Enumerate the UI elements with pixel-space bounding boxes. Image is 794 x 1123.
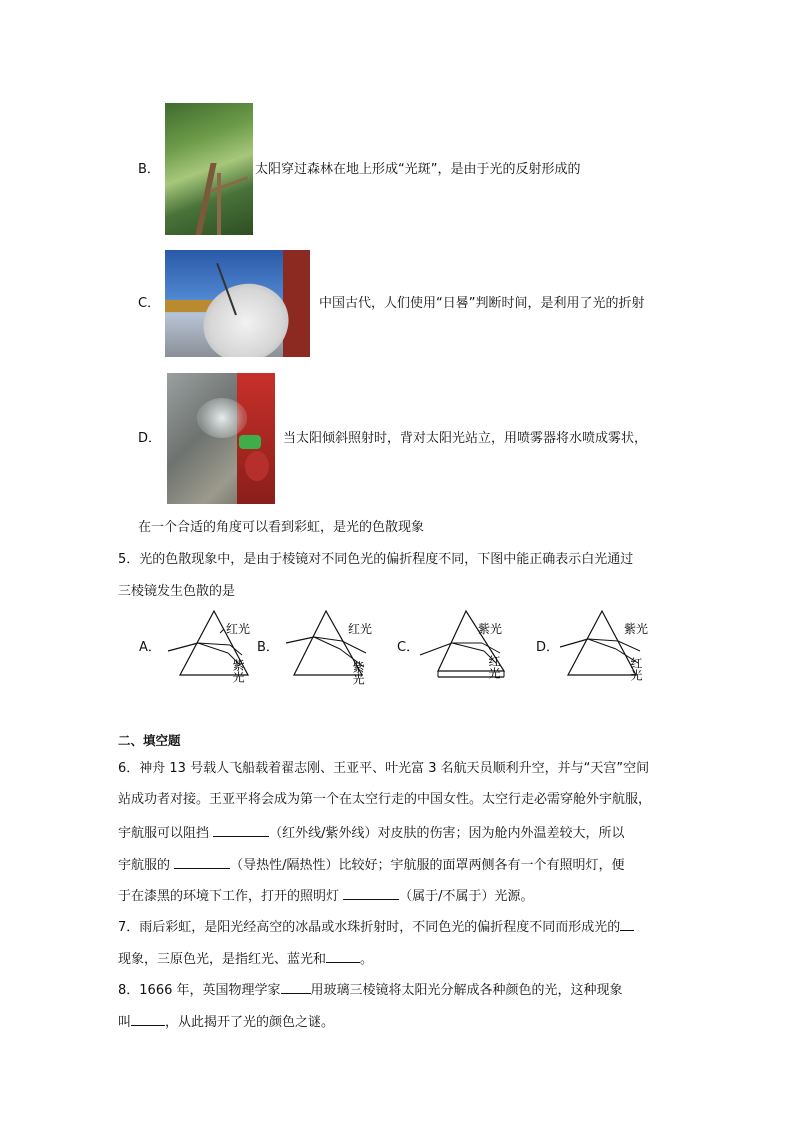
q6-line1: 6．神舟 13 号载人飞船载着翟志刚、王亚平、叶光富 3 名航天员顺利升空，并与“天宫”空间 [118,761,650,776]
q8-line1: 8．1666 年，英国物理学家 用玻璃三棱镜将太阳光分解成各种颜色的光，这种现象 [118,983,623,998]
q5-option-c-letter: C． [397,640,420,655]
blank-4[interactable] [620,918,634,931]
forest-photo [165,103,253,235]
q8-line2: 叫 ，从此揭开了光的颜色之谜。 [118,1015,335,1030]
q5-d-top-label: 紫光 [624,622,649,636]
q5-option-d-letter: D． [536,640,560,655]
q5-line1: 5．光的色散现象中，是由于棱镜对不同色光的偏折程度不同，下图中能正确表示白光通过 [118,552,634,567]
spray-photo [167,373,275,504]
q5-line2: 三棱镜发生色散的是 [118,584,236,599]
option-b-text: 太阳穿过森林在地上形成“光斑”，是由于光的反射形成的 [255,162,581,177]
q6-line4: 宇航服的 （导热性/隔热性）比较好；宇航服的面罩两侧各有一个有照明灯，便 [118,858,625,873]
q5-c-top-label: 紫光 [478,622,503,636]
option-d-letter: D． [138,431,162,446]
blank-2[interactable] [174,856,230,869]
q5-b-top-label: 红光 [348,622,373,636]
q5-option-b-letter: B． [257,640,279,655]
section-title: 二、填空题 [118,733,181,748]
q5-a-top-label: 红光 [226,622,251,636]
prism-diagram-d [560,607,670,687]
blank-7[interactable] [131,1013,165,1026]
sundial-photo [165,250,310,357]
q7-line1: 7．雨后彩虹，是阳光经高空的冰晶或水珠折射时，不同色光的偏折程度不同而形成光的 [118,918,634,934]
blank-5[interactable] [326,950,360,963]
q6-line2: 站成功者对接。王亚平将会成为第一个在太空行走的中国女性。太空行走必需穿舱外宇航服， [118,792,652,807]
q6-line5: 于在漆黑的环境下工作，打开的照明灯 （属于/不属于）光源。 [118,889,534,904]
blank-1[interactable] [213,824,269,837]
option-d-text-cont: 在一个合适的角度可以看到彩虹，是光的色散现象 [138,520,425,535]
q5-c-bottom-label: 红光 [487,655,501,679]
option-b-letter: B． [138,162,160,177]
prism-diagram-b [284,607,394,687]
q5-a-bottom-label: 紫光 [231,659,245,683]
q6-line3: 宇航服可以阻挡 （红外线/紫外线）对皮肤的伤害；因为舱内外温差较大，所以 [118,826,625,841]
prism-diagram-c [420,607,530,687]
q5-b-bottom-label: 紫光 [351,661,365,685]
q5-d-bottom-label: 红光 [629,657,643,681]
blank-6[interactable] [281,981,311,994]
q5-option-a-letter: A． [139,640,161,655]
option-c-letter: C． [138,296,161,311]
option-d-text: 当太阳倾斜照射时，背对太阳光站立，用喷雾器将水喷成雾状， [283,431,648,446]
option-c-text: 中国古代，人们使用“日晷”判断时间，是利用了光的折射 [319,296,645,311]
q7-line2: 现象，三原色光，是指红光、蓝光和 。 [118,952,374,967]
prism-diagram-a [162,607,272,687]
blank-3[interactable] [343,887,399,900]
